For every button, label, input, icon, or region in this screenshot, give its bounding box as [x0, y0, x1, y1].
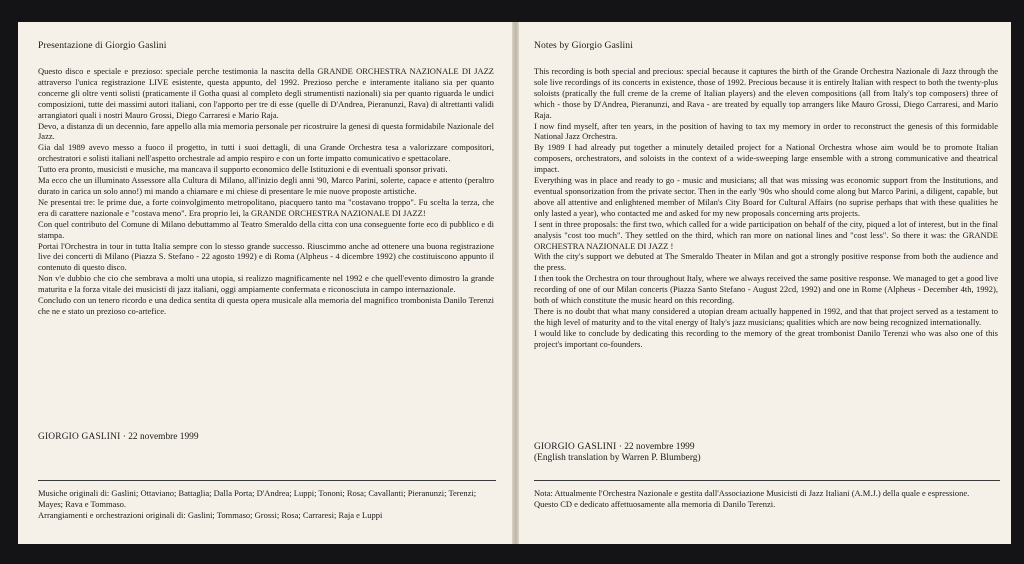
signature	[38, 432, 199, 443]
paragraph: Portai l'Orchestra in tour in tutta Italia sempre con lo stesso grande successo. Riuscimmo anche ad ottenere una buona registrazione live dei concerti di Milano (Piazza S. Stefano - 22 agosto 1992) e di Roma (Alpheus - 4 dicembre 1992) che costituiscono appunto il contenuto di questo disco.	[38, 240, 494, 273]
paragraph: I then took the Orchestra on tour throughout Italy, where we always received the same positive response. We managed to get a good live recording of one of our Milan concerts (Piazza Santo Stefano - August 22cd, 1992) and one in Rome (Alpheus - December 4th, 1992), both of which constitute the music heard on this recording.	[534, 273, 998, 306]
paragraph: There is no doubt that what many considered a utopian dream actually happened in 1992, and that that project served as a testament to the high level of maturity and to the vital energy of Italy's jazz musicians; qualities which are now being recognized internationally.	[534, 305, 998, 327]
paragraph: Devo, a distanza di un decennio, fare appello alla mia memoria personale per ricostruire la genesi di questa formidabile Nazionale del Jazz.	[38, 120, 494, 142]
body-text	[534, 66, 998, 350]
paragraph: Ma ecco che un illuminato Assessore alla Cultura di Milano, all'inizio degli anni '90, Marco Parini, solerte, capace e attento (peraltro durato in carica un solo anno!) mi mando a chiamare e mi chiese di presentare le mie nuove proposte artistiche.	[38, 175, 494, 196]
body-text	[38, 66, 494, 317]
paragraph: This recording is both special and precious: special because it captures the birth of the Grande Orchestra Nazionale di Jazz through the sole live recordings of its concerts in existence, those of 1992. Precious because it is entirely Italian with respect to both the twenty-plus soloists (pratically the full creme de la creme of Italian players) and the eleven compositions (all from Italy's top composers) three of which - those by D'Andrea, Pieranunzi, and Rava - are treated by equally top arrangers like Mauro Grossi, Diego Carraresi, and Mario Raja.	[534, 66, 998, 120]
paragraph: Ne presentai tre: le prime due, a forte coinvolgimento metropolitano, piacquero tanto ma "costavano troppo". Fu scelta la terza, che era di carattere nazionale e "costava meno". Era proprio lei, la GRANDE ORCHESTRA NAZIONALE DI JAZZ!	[38, 196, 494, 218]
paragraph: Questo disco e speciale e prezioso: speciale perche testimonia la nascita della GRANDE ORCHESTRA NAZIONALE DI JAZZ attraverso l'unica registrazione LIVE esistente, questa appunto, del 1992. Prezioso perche e interamente italiano sia per quanto concerne gli oltre venti solisti (praticamente il Gotha quasi al completo degli strumentisti nazionali) sia per quanto riguarda le undici composizioni, tutte dei massimi autori italiani, con l'apporto per tre di esse (quelle di D'Andrea, Pieranunzi, Rava) di altrettanti validi arrangiatori quali i nostri Mauro Grossi, Diego Carraresi e Mario Raja.	[38, 66, 494, 120]
note-line: Questo CD e dedicato affettuosamente alla memoria di Danilo Terenzi.	[534, 499, 776, 510]
paragraph: Con quel contributo del Comune di Milano debuttammo al Teatro Smeraldo della citta con una conseguente forte eco di pubblico e di stampa.	[38, 218, 494, 240]
divider	[38, 480, 496, 481]
signature	[534, 442, 701, 464]
paragraph: With the city's support we debuted at The Smeraldo Theater in Milan and got a strongly positive response from both the audience and the press.	[534, 251, 998, 273]
paragraph: Concludo con un tenero ricordo e una dedica sentita di questa opera musicale alla memoria del magnifico trombonista Danilo Terenzi che ne e stato un prezioso co-artefice.	[38, 295, 494, 316]
paragraph: By 1989 I had already put together a minutely detailed project for a National Orchestra whose aim would be to promote Italian composers, orchestrators, and soloists in the context of a wide-sweeping large ensemble with a strong communicative and theatrical impact.	[534, 142, 998, 175]
signature-name: GIORGIO GASLINI	[534, 442, 617, 452]
signature-date: · 22 novembre 1999	[122, 432, 199, 442]
divider	[534, 480, 1000, 481]
paragraph: I sent in three proposals: the first two, which called for a wide participation on behalf of the city, piqued a lot of interest, but in the final analysis "cost too much". They settled on the third, which ran more on national lines and "cost less". So there it was: the GRANDE ORCHESTRA NAZIONALE DI JAZZ !	[534, 218, 998, 251]
credits	[38, 488, 496, 522]
page-header: Notes by Giorgio Gaslini	[534, 40, 633, 51]
paragraph: Non v'e dubbio che cio che sembrava a molti una utopia, si realizzo magnificamente nel 1992 e che quell'evento dimostro la grande maturita e la forza vitale dei musicisti di jazz italiani, oggi ampiamente confermata e riconosciuta in campo internazionale.	[38, 273, 494, 295]
credits-line: Arrangiamenti e orchestrazioni originali di: Gaslini; Tommaso; Grossi; Rosa; Carraresi; Raja e Luppi	[38, 510, 383, 521]
note-line: Nota: Attualmente l'Orchestra Nazionale e gestita dall'Associazione Musicisti di Jazz Italiani (A.M.J.) della quale e espressione.	[534, 488, 970, 498]
page-header: Presentazione di Giorgio Gaslini	[38, 40, 167, 51]
notes	[534, 488, 1000, 510]
translation-credit: (English translation by Warren P. Blumberg)	[534, 453, 701, 463]
paragraph: I would like to conclude by dedicating this recording to the memory of the great trombonist Danilo Terenzi who was also one of this project's important co-founders.	[534, 327, 998, 349]
paragraph: I now find myself, after ten years, in the position of having to tax my memory in order to reconstruct the genesis of this formidable National Jazz Orchestra.	[534, 120, 998, 142]
right-page	[519, 22, 1011, 544]
paragraph: Tutto era pronto, musicisti e musiche, ma mancava il supporto economico delle Istituzioni e di eventuali sponsor privati.	[38, 164, 448, 175]
signature-date: · 22 novembre 1999	[618, 442, 695, 452]
paragraph: Everything was in place and ready to go - music and musicians; all that was missing was economic support from the Institutions, and eventual sponsorization from the private sector. Then in the early '90s who should come along but Marco Parini, a diligent, capable, but above all attentive and enlightened member of Milan's City Board for Cultural Affairs (no suprise perhaps that with these qualities he only lasted a year), who contacted me and asked for my new proposals concerning arts projects.	[534, 175, 998, 218]
signature-name: GIORGIO GASLINI	[38, 432, 121, 442]
paragraph: Gia dal 1989 avevo messo a fuoco il progetto, in tutti i suoi dettagli, di una Grande Orchestra tesa a valorizzare compositori, orchestratori e solisti italiani nell'aspetto orchestrale ad ampio respiro e con un forte impatto comunicativo e spettacolare.	[38, 142, 494, 164]
left-page	[18, 22, 512, 544]
booklet-spine	[512, 22, 519, 544]
credits-line: Musiche originali di: Gaslini; Ottaviano; Battaglia; Dalla Porta; D'Andrea; Luppi; Tononi; Rosa; Cavallanti; Pieranunzi; Terenzi; Mayes; Rava e Tommaso.	[38, 488, 477, 510]
